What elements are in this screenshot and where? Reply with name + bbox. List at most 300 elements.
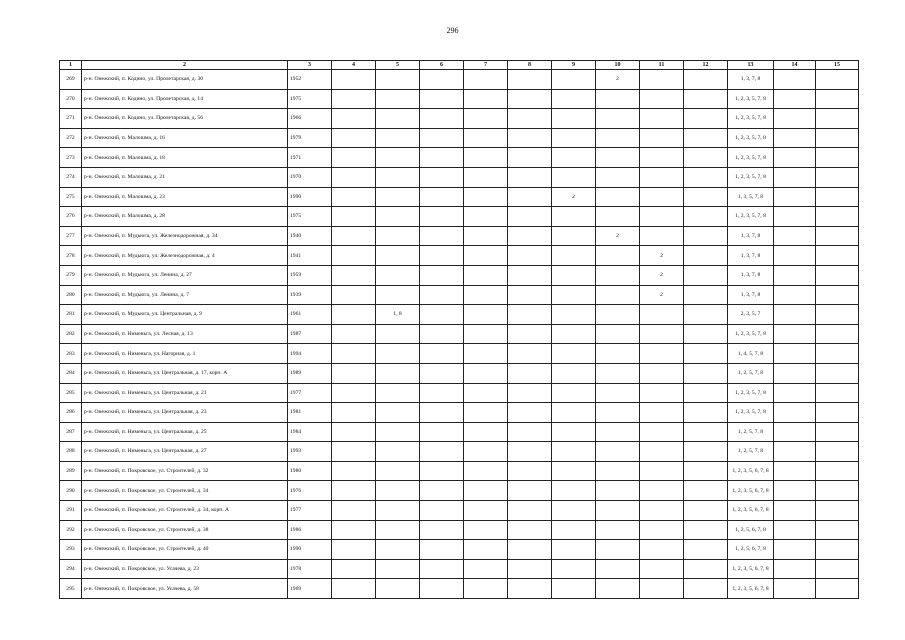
cell-col-8: [508, 481, 552, 501]
cell-col-7: [464, 305, 508, 325]
cell-col-9: [552, 363, 596, 383]
cell-col-12: [684, 520, 728, 540]
cell-col-5: [376, 461, 420, 481]
year-cell: 1990: [288, 540, 332, 560]
cell-col-13: 1, 2, 3, 5, 6, 7, 8: [728, 461, 774, 481]
cell-col-15: [816, 70, 859, 90]
cell-col-10: [596, 148, 640, 168]
cell-col-5: [376, 579, 420, 599]
cell-col-14: [774, 285, 816, 305]
column-header-15: 15: [816, 61, 859, 70]
cell-col-12: [684, 383, 728, 403]
cell-col-14: [774, 422, 816, 442]
row-number: 293: [60, 540, 82, 560]
cell-col-15: [816, 265, 859, 285]
cell-col-4: [332, 520, 376, 540]
address-cell: р-н. Онежский, п. Кодино, ул. Пролетарская, д. 56: [82, 109, 288, 129]
cell-col-15: [816, 285, 859, 305]
cell-col-11: 2: [640, 246, 684, 266]
cell-col-13: 1, 2, 3, 5, 7, 8: [728, 207, 774, 227]
cell-col-8: [508, 559, 552, 579]
year-cell: 1975: [288, 89, 332, 109]
year-cell: 1939: [288, 285, 332, 305]
cell-col-11: [640, 363, 684, 383]
cell-col-7: [464, 226, 508, 246]
table-row: [60, 167, 859, 187]
column-header-1: 1: [60, 61, 82, 70]
cell-col-9: [552, 442, 596, 462]
cell-col-12: [684, 481, 728, 501]
cell-col-7: [464, 461, 508, 481]
row-number: 270: [60, 89, 82, 109]
cell-col-12: [684, 128, 728, 148]
cell-col-7: [464, 363, 508, 383]
cell-col-10: [596, 285, 640, 305]
cell-col-8: [508, 226, 552, 246]
cell-col-6: [420, 559, 464, 579]
cell-col-8: [508, 89, 552, 109]
cell-col-8: [508, 579, 552, 599]
cell-col-14: [774, 383, 816, 403]
table-row: [60, 344, 859, 364]
year-cell: 1976: [288, 481, 332, 501]
cell-col-14: [774, 109, 816, 129]
cell-col-11: [640, 481, 684, 501]
cell-col-7: [464, 167, 508, 187]
cell-col-14: [774, 148, 816, 168]
cell-col-14: [774, 246, 816, 266]
year-cell: 1977: [288, 383, 332, 403]
cell-col-13: 2, 3, 5, 7: [728, 305, 774, 325]
cell-col-5: [376, 344, 420, 364]
cell-col-14: [774, 442, 816, 462]
cell-col-13: 1, 2, 3, 5, 7, 8: [728, 148, 774, 168]
address-cell: р-н. Онежский, п. Кодино, ул. Пролетарская, д. 14: [82, 89, 288, 109]
cell-col-6: [420, 461, 464, 481]
cell-col-9: [552, 305, 596, 325]
column-header-3: 3: [288, 61, 332, 70]
cell-col-6: [420, 383, 464, 403]
year-cell: 1994: [288, 344, 332, 364]
row-number: 275: [60, 187, 82, 207]
cell-col-15: [816, 501, 859, 521]
row-number: 269: [60, 70, 82, 90]
table-row: [60, 187, 859, 207]
cell-col-10: [596, 363, 640, 383]
cell-col-15: [816, 246, 859, 266]
year-cell: 1990: [288, 187, 332, 207]
year-cell: 1977: [288, 501, 332, 521]
cell-col-4: [332, 422, 376, 442]
cell-col-4: [332, 226, 376, 246]
cell-col-10: [596, 109, 640, 129]
cell-col-11: [640, 305, 684, 325]
cell-col-4: [332, 481, 376, 501]
table-row: [60, 501, 859, 521]
cell-col-4: [332, 148, 376, 168]
cell-col-9: [552, 167, 596, 187]
cell-col-15: [816, 187, 859, 207]
year-cell: 1941: [288, 246, 332, 266]
cell-col-11: [640, 226, 684, 246]
column-header-6: 6: [420, 61, 464, 70]
cell-col-13: 1, 2, 3, 5, 6, 7, 8: [728, 481, 774, 501]
cell-col-15: [816, 481, 859, 501]
cell-col-11: [640, 579, 684, 599]
cell-col-6: [420, 579, 464, 599]
cell-col-10: [596, 403, 640, 423]
cell-col-15: [816, 403, 859, 423]
cell-col-10: [596, 579, 640, 599]
cell-col-15: [816, 207, 859, 227]
cell-col-9: [552, 422, 596, 442]
cell-col-10: [596, 540, 640, 560]
cell-col-15: [816, 540, 859, 560]
row-number: 271: [60, 109, 82, 129]
cell-col-14: [774, 579, 816, 599]
cell-col-4: [332, 109, 376, 129]
row-number: 295: [60, 579, 82, 599]
cell-col-9: [552, 89, 596, 109]
table-row: [60, 89, 859, 109]
cell-col-5: [376, 540, 420, 560]
cell-col-6: [420, 109, 464, 129]
table-row: [60, 285, 859, 305]
cell-col-10: [596, 187, 640, 207]
cell-col-7: [464, 207, 508, 227]
cell-col-14: [774, 89, 816, 109]
cell-col-9: [552, 383, 596, 403]
cell-col-5: [376, 363, 420, 383]
cell-col-10: [596, 265, 640, 285]
cell-col-15: [816, 344, 859, 364]
cell-col-6: [420, 363, 464, 383]
cell-col-14: [774, 128, 816, 148]
cell-col-11: 2: [640, 285, 684, 305]
cell-col-11: [640, 148, 684, 168]
cell-col-7: [464, 540, 508, 560]
cell-col-13: 1, 2, 3, 5, 7, 8: [728, 89, 774, 109]
year-cell: 1969: [288, 579, 332, 599]
cell-col-12: [684, 422, 728, 442]
address-cell: р-н. Онежский, п. Покровское, ул. Строителей, д. 32: [82, 461, 288, 481]
year-cell: 1980: [288, 461, 332, 481]
cell-col-10: [596, 520, 640, 540]
cell-col-6: [420, 89, 464, 109]
cell-col-9: [552, 403, 596, 423]
cell-col-6: [420, 246, 464, 266]
row-number: 294: [60, 559, 82, 579]
cell-col-13: 1, 3, 7, 8: [728, 285, 774, 305]
cell-col-11: [640, 461, 684, 481]
column-header-8: 8: [508, 61, 552, 70]
cell-col-4: [332, 285, 376, 305]
row-number: 276: [60, 207, 82, 227]
cell-col-12: [684, 559, 728, 579]
cell-col-10: [596, 207, 640, 227]
cell-col-9: [552, 344, 596, 364]
cell-col-7: [464, 559, 508, 579]
cell-col-14: [774, 207, 816, 227]
row-number: 280: [60, 285, 82, 305]
cell-col-4: [332, 89, 376, 109]
cell-col-9: [552, 246, 596, 266]
table-row: [60, 520, 859, 540]
row-number: 279: [60, 265, 82, 285]
cell-col-11: [640, 520, 684, 540]
row-number: 290: [60, 481, 82, 501]
row-number: 273: [60, 148, 82, 168]
cell-col-15: [816, 520, 859, 540]
cell-col-9: [552, 207, 596, 227]
address-cell: р-н. Онежский, п. Малошма, д. 18: [82, 148, 288, 168]
cell-col-9: [552, 501, 596, 521]
cell-col-7: [464, 422, 508, 442]
cell-col-8: [508, 363, 552, 383]
address-cell: р-н. Онежский, п. Мудьюга, ул. Железнодорожная, д. 34: [82, 226, 288, 246]
cell-col-12: [684, 324, 728, 344]
row-number: 287: [60, 422, 82, 442]
cell-col-5: [376, 89, 420, 109]
cell-col-9: [552, 70, 596, 90]
cell-col-6: [420, 442, 464, 462]
cell-col-13: 1, 3, 7, 8: [728, 265, 774, 285]
cell-col-5: [376, 442, 420, 462]
cell-col-6: [420, 207, 464, 227]
table-row: [60, 265, 859, 285]
cell-col-7: [464, 403, 508, 423]
cell-col-8: [508, 305, 552, 325]
cell-col-6: [420, 187, 464, 207]
cell-col-7: [464, 246, 508, 266]
cell-col-15: [816, 461, 859, 481]
table-row: [60, 363, 859, 383]
cell-col-6: [420, 128, 464, 148]
cell-col-8: [508, 540, 552, 560]
cell-col-7: [464, 501, 508, 521]
cell-col-12: [684, 265, 728, 285]
cell-col-15: [816, 442, 859, 462]
cell-col-10: [596, 246, 640, 266]
table-row: [60, 422, 859, 442]
table-row: [60, 540, 859, 560]
row-number: 284: [60, 363, 82, 383]
cell-col-12: [684, 501, 728, 521]
housing-register-table: [59, 60, 859, 599]
cell-col-10: [596, 461, 640, 481]
cell-col-4: [332, 461, 376, 481]
cell-col-13: 1, 2, 3, 5, 6, 7, 8: [728, 501, 774, 521]
cell-col-7: [464, 324, 508, 344]
year-cell: 1970: [288, 167, 332, 187]
cell-col-12: [684, 167, 728, 187]
cell-col-11: [640, 89, 684, 109]
cell-col-13: 1, 3, 7, 8: [728, 226, 774, 246]
cell-col-15: [816, 226, 859, 246]
cell-col-8: [508, 109, 552, 129]
cell-col-9: [552, 579, 596, 599]
cell-col-6: [420, 70, 464, 90]
cell-col-14: [774, 324, 816, 344]
cell-col-7: [464, 187, 508, 207]
cell-col-7: [464, 285, 508, 305]
address-cell: р-н. Онежский, п. Нименьга, ул. Нагорная, д. 1: [82, 344, 288, 364]
cell-col-14: [774, 363, 816, 383]
cell-col-13: 1, 3, 7, 8: [728, 70, 774, 90]
year-cell: 1975: [288, 207, 332, 227]
cell-col-11: [640, 540, 684, 560]
table-row: [60, 128, 859, 148]
cell-col-13: 1, 2, 3, 5, 7, 8: [728, 167, 774, 187]
cell-col-15: [816, 109, 859, 129]
cell-col-12: [684, 305, 728, 325]
column-header-4: 4: [332, 61, 376, 70]
address-cell: р-н. Онежский, п. Малошма, д. 28: [82, 207, 288, 227]
year-cell: 1952: [288, 70, 332, 90]
cell-col-13: 1, 2, 5, 6, 7, 8: [728, 540, 774, 560]
cell-col-13: 1, 2, 3, 5, 7, 8: [728, 109, 774, 129]
address-cell: р-н. Онежский, п. Кодино, ул. Пролетарская, д. 30: [82, 70, 288, 90]
column-header-2: 2: [82, 61, 288, 70]
cell-col-4: [332, 442, 376, 462]
cell-col-4: [332, 265, 376, 285]
column-header-9: 9: [552, 61, 596, 70]
cell-col-7: [464, 442, 508, 462]
address-cell: р-н. Онежский, п. Мудьюга, ул. Железнодорожная, д. 4: [82, 246, 288, 266]
cell-col-10: [596, 89, 640, 109]
cell-col-12: [684, 403, 728, 423]
cell-col-11: [640, 109, 684, 129]
cell-col-10: 2: [596, 226, 640, 246]
address-cell: р-н. Онежский, п. Мудьюга, ул. Ленина, д. 7: [82, 285, 288, 305]
address-cell: р-н. Онежский, п. Малошма, д. 21: [82, 167, 288, 187]
cell-col-13: 1, 3, 7, 8: [728, 246, 774, 266]
cell-col-14: [774, 70, 816, 90]
cell-col-6: [420, 520, 464, 540]
cell-col-12: [684, 461, 728, 481]
cell-col-7: [464, 344, 508, 364]
year-cell: 1989: [288, 363, 332, 383]
year-cell: 1959: [288, 265, 332, 285]
cell-col-8: [508, 128, 552, 148]
table-row: [60, 481, 859, 501]
address-cell: р-н. Онежский, п. Покровское, ул. Строителей, д. 34: [82, 481, 288, 501]
cell-col-8: [508, 520, 552, 540]
cell-col-8: [508, 422, 552, 442]
year-cell: 1986: [288, 520, 332, 540]
cell-col-14: [774, 265, 816, 285]
cell-col-8: [508, 187, 552, 207]
cell-col-8: [508, 344, 552, 364]
cell-col-7: [464, 265, 508, 285]
cell-col-10: [596, 559, 640, 579]
cell-col-5: [376, 167, 420, 187]
cell-col-7: [464, 579, 508, 599]
cell-col-15: [816, 579, 859, 599]
column-header-5: 5: [376, 61, 420, 70]
cell-col-4: [332, 167, 376, 187]
row-number: 288: [60, 442, 82, 462]
cell-col-6: [420, 344, 464, 364]
cell-col-14: [774, 501, 816, 521]
cell-col-10: 2: [596, 70, 640, 90]
cell-col-4: [332, 403, 376, 423]
table-header-row: [60, 61, 859, 70]
cell-col-4: [332, 540, 376, 560]
address-cell: р-н. Онежский, п. Малошма, д. 16: [82, 128, 288, 148]
address-cell: р-н. Онежский, п. Нименьга, ул. Центральная, д. 27: [82, 442, 288, 462]
cell-col-9: [552, 128, 596, 148]
cell-col-11: [640, 422, 684, 442]
cell-col-10: [596, 128, 640, 148]
column-header-7: 7: [464, 61, 508, 70]
cell-col-8: [508, 442, 552, 462]
column-header-11: 11: [640, 61, 684, 70]
row-number: 283: [60, 344, 82, 364]
address-cell: р-н. Онежский, п. Покровское, ул. Усачева, д. 58: [82, 579, 288, 599]
cell-col-14: [774, 403, 816, 423]
cell-col-5: [376, 501, 420, 521]
table-row: [60, 226, 859, 246]
address-cell: р-н. Онежский, п. Нименьга, ул. Центральная, д. 17, корп. А: [82, 363, 288, 383]
cell-col-14: [774, 226, 816, 246]
cell-col-12: [684, 109, 728, 129]
cell-col-14: [774, 305, 816, 325]
cell-col-13: 1, 2, 3, 5, 6, 7, 8: [728, 559, 774, 579]
address-cell: р-н. Онежский, п. Нименьга, ул. Центральная, д. 25: [82, 422, 288, 442]
cell-col-13: 1, 2, 3, 5, 6, 7, 8: [728, 579, 774, 599]
table-row: [60, 148, 859, 168]
cell-col-5: 1, 8: [376, 305, 420, 325]
cell-col-8: [508, 461, 552, 481]
table-row: [60, 246, 859, 266]
page-number: 296: [446, 26, 459, 35]
cell-col-15: [816, 559, 859, 579]
cell-col-6: [420, 501, 464, 521]
cell-col-14: [774, 559, 816, 579]
cell-col-9: [552, 226, 596, 246]
cell-col-14: [774, 540, 816, 560]
cell-col-14: [774, 187, 816, 207]
table-row: [60, 70, 859, 90]
cell-col-9: [552, 520, 596, 540]
cell-col-7: [464, 148, 508, 168]
cell-col-12: [684, 148, 728, 168]
table-row: [60, 403, 859, 423]
cell-col-8: [508, 148, 552, 168]
cell-col-13: 1, 3, 5, 7, 8: [728, 187, 774, 207]
cell-col-8: [508, 324, 552, 344]
address-cell: р-н. Онежский, п. Покровское, ул. Строителей, д. 38: [82, 520, 288, 540]
cell-col-11: [640, 403, 684, 423]
cell-col-10: [596, 422, 640, 442]
address-cell: р-н. Онежский, п. Покровское, ул. Строителей, д. 34, корп. А: [82, 501, 288, 521]
cell-col-12: [684, 70, 728, 90]
cell-col-15: [816, 422, 859, 442]
table-row: [60, 109, 859, 129]
row-number: 291: [60, 501, 82, 521]
cell-col-5: [376, 265, 420, 285]
address-cell: р-н. Онежский, п. Мудьюга, ул. Центральная, д. 9: [82, 305, 288, 325]
cell-col-5: [376, 324, 420, 344]
cell-col-5: [376, 285, 420, 305]
cell-col-14: [774, 167, 816, 187]
column-header-14: 14: [774, 61, 816, 70]
cell-col-6: [420, 481, 464, 501]
year-cell: 1940: [288, 226, 332, 246]
cell-col-6: [420, 148, 464, 168]
cell-col-7: [464, 520, 508, 540]
